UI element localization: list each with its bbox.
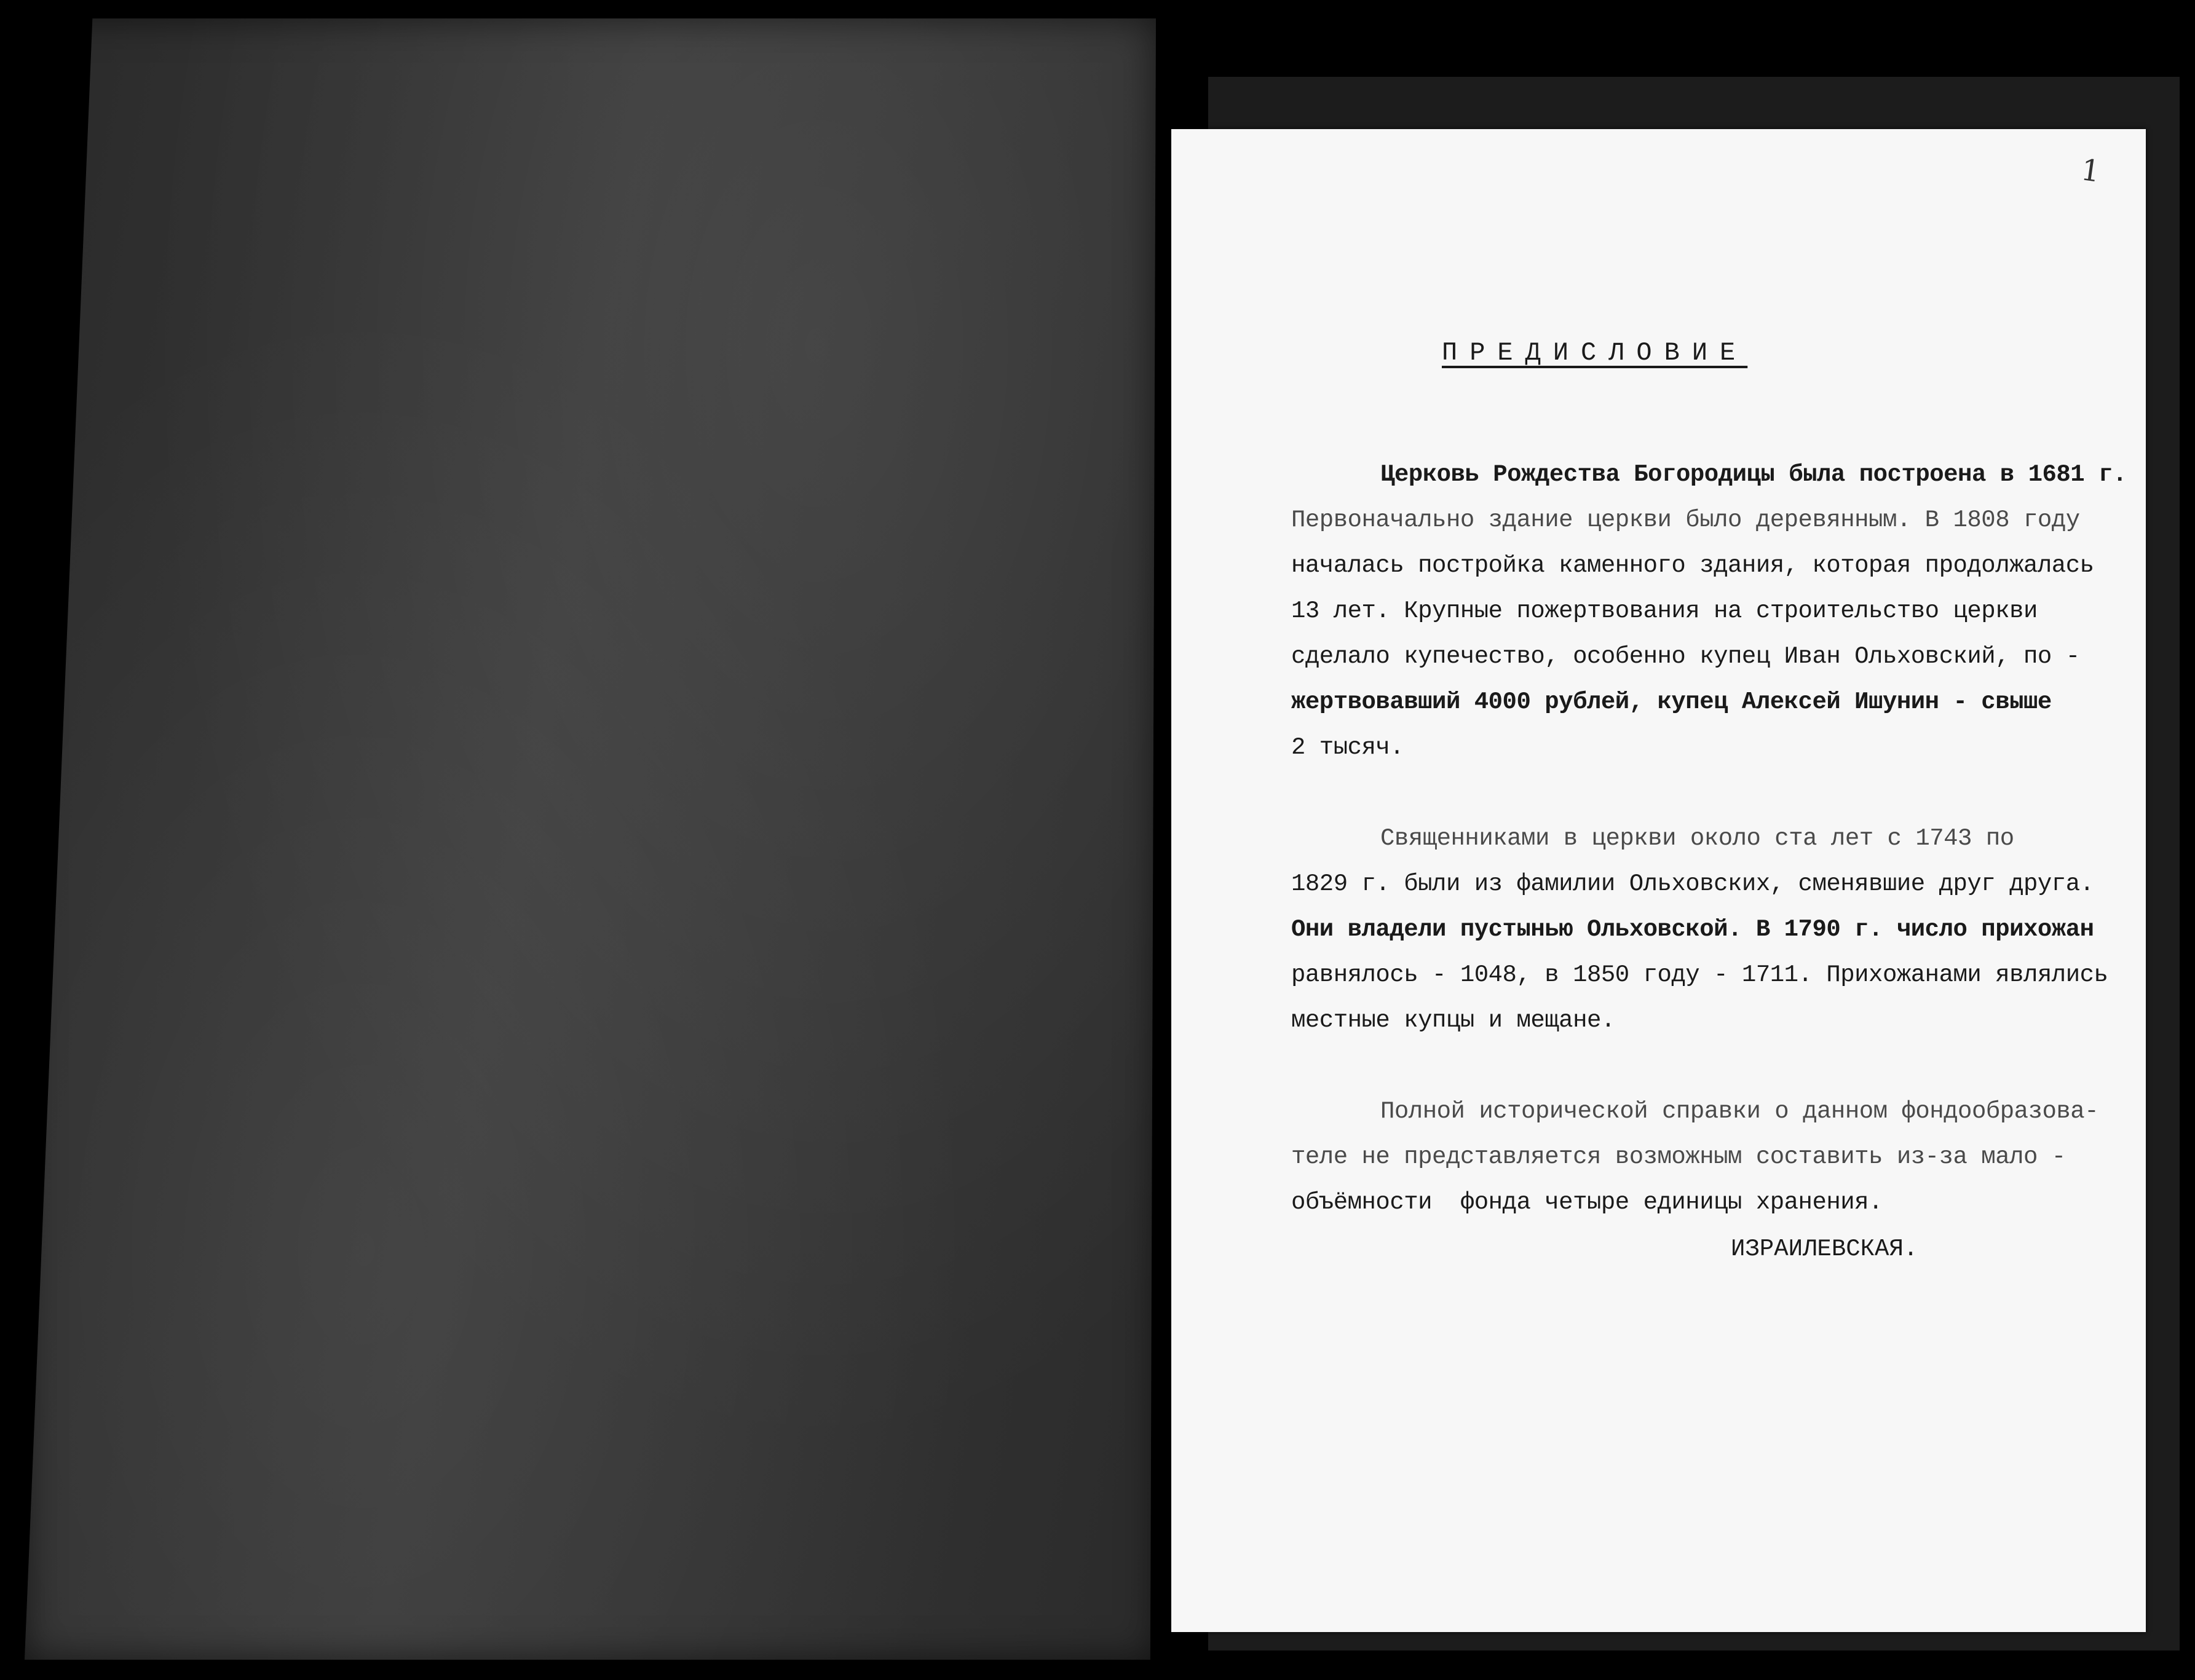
- text-line: Они владели пустынью Ольховской. В 1790 г. число прихожан: [1291, 916, 2094, 943]
- text-line: 1829 г. были из фамилии Ольховских, сменявшие друг друга.: [1291, 870, 2094, 897]
- text-line: жертвовавший 4000 рублей, купец Алексей Ишунин - свыше: [1291, 688, 2052, 716]
- text-line: сделало купечество, особенно купец Иван Ольховский, по -: [1291, 643, 2080, 670]
- text-line: местные купцы и мещане.: [1291, 1007, 1615, 1034]
- paragraph-note: [1291, 1089, 2115, 1225]
- text-line: 2 тысяч.: [1291, 734, 1404, 761]
- document-page: [1171, 129, 2146, 1632]
- paragraph-history: [1291, 452, 2127, 770]
- page-number: 1: [2079, 152, 2103, 189]
- page-title: ПРЕДИСЛОВИЕ: [1442, 338, 1748, 368]
- text-line: Священниками в церкви около ста лет с 1743 по: [1380, 825, 2014, 852]
- document-body: [1291, 452, 2127, 1271]
- text-line: 13 лет. Крупные пожертвования на строительство церкви: [1291, 597, 2038, 625]
- text-line: началась постройка каменного здания, которая продолжалась: [1291, 552, 2094, 579]
- text-line: Первоначально здание церкви было деревянным. В 1808 году: [1291, 507, 2080, 534]
- text-line: Церковь Рождества Богородицы была построена в 1681 г.: [1380, 461, 2127, 488]
- dark-cover-page: [25, 18, 1156, 1660]
- text-line: Полной исторической справки о данном фондообразова-: [1380, 1098, 2099, 1125]
- text-line: объёмности фонда четыре единицы хранения.: [1291, 1189, 1883, 1216]
- text-line: равнялось - 1048, в 1850 году - 1711. Прихожанами являлись: [1291, 961, 2108, 988]
- paragraph-clergy: [1291, 816, 2115, 1043]
- signature: ИЗРАИЛЕВСКАЯ.: [1731, 1236, 1918, 1263]
- text-line: теле не представляется возможным составить из-за мало -: [1291, 1143, 2066, 1170]
